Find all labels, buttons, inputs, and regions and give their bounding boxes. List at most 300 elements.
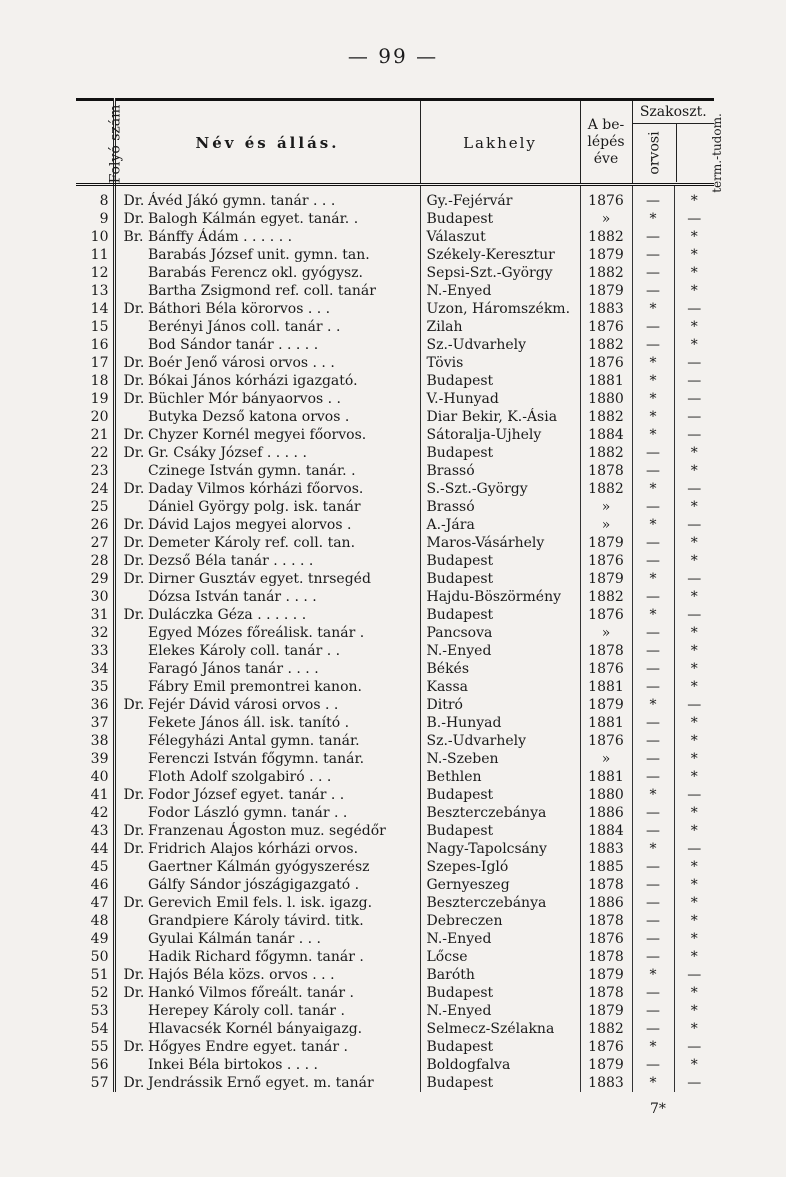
table-row [76,480,714,498]
row-residence: Gernyeszeg [420,876,580,894]
row-science-mark: — [687,967,702,983]
row-residence: Békés [420,660,580,678]
row-year-joined: 1884 [580,822,632,840]
row-serial-number: 53 [76,1002,114,1020]
table-row [76,822,714,840]
row-medical-mark: — [632,732,674,750]
table-row [76,318,714,336]
row-medical-mark: — [632,642,674,660]
row-science-mark: — [687,301,702,317]
table-row [76,1020,714,1038]
table-row [76,1002,714,1020]
row-title [114,1002,146,1020]
row-title: Dr. [123,211,145,227]
row-year-joined: » [580,210,632,228]
row-science-mark: * [690,319,698,335]
row-science-mark: * [690,679,698,695]
row-name-position: Dezső Béla tanár . . . . . [146,552,420,570]
row-year-joined: 1879 [580,246,632,264]
row-residence: Gy.-Fejérvár [420,185,580,211]
row-title [114,876,146,894]
row-medical-mark: — [632,1020,674,1038]
row-serial-number: 49 [76,930,114,948]
table-row [76,552,714,570]
row-name-position: Egyed Mózes főreálisk. tanár . [146,624,420,642]
row-medical-mark: — [632,984,674,1002]
row-science-mark: * [690,1021,698,1037]
table-row [76,732,714,750]
row-serial-number: 54 [76,1020,114,1038]
row-serial-number: 18 [76,372,114,390]
table-row [76,840,714,858]
row-residence: Kassa [420,678,580,696]
row-residence: Pancsova [420,624,580,642]
row-title: Dr. [123,1039,145,1055]
row-serial-number: 12 [76,264,114,282]
row-name-position: Fábry Emil premontrei kanon. [146,678,420,696]
row-title: Dr. [123,373,145,389]
row-serial-number: 9 [76,210,114,228]
row-science-mark: * [690,445,698,461]
row-residence: N.-Enyed [420,930,580,948]
row-name-position: Inkei Béla birtokos . . . . [146,1056,420,1074]
row-year-joined: 1881 [580,372,632,390]
row-title: Dr. [123,517,145,533]
row-name-position: Báthori Béla körorvos . . . [146,300,420,318]
row-serial-number: 40 [76,768,114,786]
row-name-position: Franzenau Ágoston muz. segédőr [146,822,420,840]
row-name-position: Félegyházi Antal gymn. tanár. [146,732,420,750]
table-row [76,696,714,714]
row-science-mark: * [690,733,698,749]
row-serial-number: 32 [76,624,114,642]
table-row [76,660,714,678]
row-title: Dr. [123,535,145,551]
row-year-joined: 1876 [580,318,632,336]
row-year-joined: 1876 [580,552,632,570]
row-name-position: Grandpiere Károly távird. titk. [146,912,420,930]
row-medical-mark: — [632,678,674,696]
row-residence: Ditró [420,696,580,714]
row-science-mark: * [690,949,698,965]
row-medical-mark: — [632,318,674,336]
row-science-mark: * [690,805,698,821]
table-row [76,930,714,948]
row-science-mark: — [687,517,702,533]
row-title: Dr. [123,301,145,317]
row-title: Dr. [123,445,145,461]
row-science-mark: — [687,697,702,713]
header-residence: Lakhely [420,100,580,185]
row-science-mark: * [690,265,698,281]
table-row [76,185,714,211]
row-residence: Zilah [420,318,580,336]
row-medical-mark: — [632,624,674,642]
table-row [76,426,714,444]
row-name-position: Büchler Mór bányaorvos . . [146,390,420,408]
row-medical-mark: — [632,804,674,822]
row-medical-mark: — [632,185,674,211]
row-title: Br. [123,229,144,245]
row-year-joined: 1882 [580,264,632,282]
row-name-position: Czinege István gymn. tanár. . [146,462,420,480]
row-name-position: Bókai János kórházi igazgató. [146,372,420,390]
row-residence: Beszterczebánya [420,804,580,822]
row-title [114,498,146,516]
row-science-mark: * [690,913,698,929]
row-serial-number: 52 [76,984,114,1002]
row-name-position: Ferenczi István főgymn. tanár. [146,750,420,768]
row-title: Dr. [123,193,145,209]
table-row [76,408,714,426]
row-year-joined: 1884 [580,426,632,444]
row-medical-mark: * [632,1038,674,1056]
row-residence: Tövis [420,354,580,372]
row-science-mark: * [690,553,698,569]
row-year-joined: 1876 [580,930,632,948]
row-science-mark: * [690,193,698,209]
row-name-position: Fejér Dávid városi orvos . . [146,696,420,714]
row-year-joined: 1878 [580,912,632,930]
row-medical-mark: — [632,912,674,930]
row-serial-number: 38 [76,732,114,750]
row-title [114,318,146,336]
row-science-mark: * [690,337,698,353]
table-row [76,264,714,282]
row-title [114,660,146,678]
row-medical-mark: * [632,354,674,372]
row-serial-number: 10 [76,228,114,246]
row-medical-mark: — [632,930,674,948]
row-year-joined: 1876 [580,732,632,750]
table-row [76,588,714,606]
row-year-joined: 1879 [580,1002,632,1020]
row-title [114,804,146,822]
row-medical-mark: — [632,768,674,786]
table-row [76,372,714,390]
row-residence: Székely-Keresztur [420,246,580,264]
row-residence: N.-Enyed [420,1002,580,1020]
row-serial-number: 56 [76,1056,114,1074]
row-year-joined: 1882 [580,480,632,498]
row-name-position: Gr. Csáky József . . . . . [146,444,420,462]
row-serial-number: 22 [76,444,114,462]
row-name-position: Barabás József unit. gymn. tan. [146,246,420,264]
table-row [76,390,714,408]
table-row [76,210,714,228]
row-serial-number: 16 [76,336,114,354]
row-year-joined: 1879 [580,570,632,588]
row-name-position: Gerevich Emil fels. l. isk. igazg. [146,894,420,912]
row-medical-mark: — [632,264,674,282]
row-residence: Sz.-Udvarhely [420,336,580,354]
row-residence: Budapest [420,552,580,570]
row-name-position: Demeter Károly ref. coll. tan. [146,534,420,552]
row-title [114,282,146,300]
table-row [76,246,714,264]
row-science-mark: * [690,229,698,245]
row-title: Dr. [123,967,145,983]
row-title [114,624,146,642]
row-science-mark: — [687,1039,702,1055]
row-medical-mark: — [632,1002,674,1020]
row-residence: Sepsi-Szt.-György [420,264,580,282]
row-residence: Budapest [420,606,580,624]
row-year-joined: 1881 [580,768,632,786]
row-serial-number: 13 [76,282,114,300]
table-row [76,894,714,912]
row-name-position: Hlavacsék Kornél bányaigazg. [146,1020,420,1038]
row-year-joined: 1878 [580,984,632,1002]
row-serial-number: 48 [76,912,114,930]
row-medical-mark: — [632,552,674,570]
row-name-position: Bánffy Ádám . . . . . . [146,228,420,246]
row-year-joined: » [580,498,632,516]
row-medical-mark: * [632,516,674,534]
table-row [76,966,714,984]
row-residence: V.-Hunyad [420,390,580,408]
row-medical-mark: — [632,1056,674,1074]
row-name-position: Bartha Zsigmond ref. coll. tanár [146,282,420,300]
row-serial-number: 20 [76,408,114,426]
row-serial-number: 35 [76,678,114,696]
row-title [114,732,146,750]
row-residence: B.-Hunyad [420,714,580,732]
row-name-position: Hankó Vilmos főreált. tanár . [146,984,420,1002]
header-medical: orvosi [633,124,677,182]
row-residence: Budapest [420,444,580,462]
row-residence: Selmecz-Szélakna [420,1020,580,1038]
row-medical-mark: — [632,948,674,966]
row-year-joined: » [580,624,632,642]
row-name-position: Gyulai Kálmán tanár . . . [146,930,420,948]
row-residence: N.-Szeben [420,750,580,768]
row-medical-mark: — [632,534,674,552]
row-serial-number: 33 [76,642,114,660]
row-title: Dr. [123,697,145,713]
row-medical-mark: — [632,282,674,300]
row-name-position: Duláczka Géza . . . . . . [146,606,420,624]
row-name-position: Faragó János tanár . . . . [146,660,420,678]
table-header-row [76,100,714,185]
row-science-mark: * [690,859,698,875]
row-year-joined: 1886 [580,894,632,912]
row-medical-mark: * [632,1074,674,1092]
row-residence: Budapest [420,210,580,228]
table-row [76,678,714,696]
table-row [76,534,714,552]
signature-mark: 7* [650,1101,666,1117]
row-name-position: Fodor József egyet. tanár . . [146,786,420,804]
row-year-joined: 1881 [580,678,632,696]
table-row [76,1074,714,1092]
row-serial-number: 17 [76,354,114,372]
row-medical-mark: — [632,858,674,876]
row-year-joined: 1882 [580,336,632,354]
row-science-mark: * [690,751,698,767]
row-name-position: Daday Vilmos kórházi főorvos. [146,480,420,498]
row-science-mark: * [690,247,698,263]
table-row [76,570,714,588]
row-medical-mark: * [632,408,674,426]
row-serial-number: 31 [76,606,114,624]
row-medical-mark: — [632,660,674,678]
row-residence: N.-Enyed [420,282,580,300]
row-year-joined: 1876 [580,606,632,624]
header-natural-science: term.-tudom. [709,113,724,193]
row-serial-number: 46 [76,876,114,894]
row-name-position: Chyzer Kornél megyei főorvos. [146,426,420,444]
row-medical-mark: * [632,606,674,624]
row-medical-mark: — [632,588,674,606]
row-year-joined: 1879 [580,696,632,714]
row-science-mark: * [690,895,698,911]
row-title [114,768,146,786]
header-serial-number: Folyó szám [76,100,114,185]
row-title: Dr. [123,787,145,803]
row-science-mark: * [690,1003,698,1019]
row-residence: Baróth [420,966,580,984]
row-name-position: Balogh Kálmán egyet. tanár. . [146,210,420,228]
row-year-joined: 1879 [580,966,632,984]
row-serial-number: 26 [76,516,114,534]
row-serial-number: 43 [76,822,114,840]
row-year-joined: 1886 [580,804,632,822]
row-residence: S.-Szt.-György [420,480,580,498]
table-row [76,858,714,876]
row-year-joined: 1882 [580,588,632,606]
row-name-position: Berényi János coll. tanár . . [146,318,420,336]
row-science-mark: * [690,985,698,1001]
row-title [114,930,146,948]
row-serial-number: 21 [76,426,114,444]
row-residence: Diar Bekir, K.-Ásia [420,408,580,426]
row-name-position: Dózsa István tanár . . . . [146,588,420,606]
row-science-mark: — [687,607,702,623]
row-residence: Uzon, Háromszékm. [420,300,580,318]
table-row [76,786,714,804]
row-title [114,1056,146,1074]
row-year-joined: 1881 [580,714,632,732]
row-serial-number: 34 [76,660,114,678]
row-title [114,336,146,354]
row-title [114,588,146,606]
row-residence: Budapest [420,1074,580,1092]
row-serial-number: 57 [76,1074,114,1092]
table-row [76,1038,714,1056]
row-name-position: Jendrássik Ernő egyet. m. tanár [146,1074,420,1092]
row-year-joined: 1880 [580,390,632,408]
row-serial-number: 36 [76,696,114,714]
row-science-mark: — [687,787,702,803]
row-science-mark: * [690,1057,698,1073]
row-science-mark: — [687,211,702,227]
row-residence: Budapest [420,822,580,840]
row-year-joined: 1879 [580,534,632,552]
row-title: Dr. [123,841,145,857]
row-medical-mark: * [632,372,674,390]
row-year-joined: 1878 [580,876,632,894]
row-medical-mark: * [632,480,674,498]
row-year-joined: 1876 [580,1038,632,1056]
row-name-position: Butyka Dezső katona orvos . [146,408,420,426]
row-medical-mark: — [632,228,674,246]
table-row [76,768,714,786]
row-name-position: Gálfy Sándor jószágigazgató . [146,876,420,894]
row-name-position: Boér Jenő városi orvos . . . [146,354,420,372]
row-year-joined: 1878 [580,462,632,480]
table-row [76,282,714,300]
row-science-mark: — [687,409,702,425]
row-name-position: Fridrich Alajos kórházi orvos. [146,840,420,858]
row-year-joined: 1879 [580,282,632,300]
row-title [114,246,146,264]
row-name-position: Fodor László gymn. tanár . . [146,804,420,822]
row-serial-number: 24 [76,480,114,498]
row-name-position: Hőgyes Endre egyet. tanár . [146,1038,420,1056]
row-name-position: Fekete János áll. isk. tanító . [146,714,420,732]
table-row [76,516,714,534]
row-name-position: Elekes Károly coll. tanár . . [146,642,420,660]
row-year-joined: 1883 [580,840,632,858]
row-serial-number: 37 [76,714,114,732]
row-serial-number: 29 [76,570,114,588]
row-serial-number: 30 [76,588,114,606]
row-year-joined: 1882 [580,1020,632,1038]
table-row [76,228,714,246]
row-title [114,264,146,282]
row-medical-mark: — [632,876,674,894]
row-serial-number: 19 [76,390,114,408]
row-medical-mark: * [632,300,674,318]
row-residence: A.-Jára [420,516,580,534]
row-title: Dr. [123,427,145,443]
row-serial-number: 11 [76,246,114,264]
row-title: Dr. [123,985,145,1001]
row-residence: N.-Enyed [420,642,580,660]
row-name-position: Barabás Ferencz okl. gyógysz. [146,264,420,282]
row-year-joined: 1876 [580,354,632,372]
row-residence: Brassó [420,462,580,480]
row-medical-mark: — [632,750,674,768]
row-title [114,948,146,966]
table-row [76,498,714,516]
row-science-mark: * [690,769,698,785]
table-body [76,185,714,1093]
row-serial-number: 47 [76,894,114,912]
row-residence: Válaszut [420,228,580,246]
table-row [76,336,714,354]
row-residence: Boldogfalva [420,1056,580,1074]
row-science-mark: * [690,643,698,659]
row-science-mark: — [687,391,702,407]
row-serial-number: 55 [76,1038,114,1056]
row-name-position: Bod Sándor tanár . . . . . [146,336,420,354]
row-title [114,750,146,768]
table-row [76,750,714,768]
row-year-joined: 1882 [580,444,632,462]
row-residence: Szepes-Igló [420,858,580,876]
row-medical-mark: — [632,894,674,912]
row-residence: Bethlen [420,768,580,786]
row-year-joined: 1879 [580,1056,632,1074]
row-serial-number: 42 [76,804,114,822]
row-year-joined: 1883 [580,300,632,318]
row-science-mark: — [687,355,702,371]
page-number: — 99 — [347,44,439,68]
row-science-mark: * [690,463,698,479]
row-science-mark: * [690,931,698,947]
